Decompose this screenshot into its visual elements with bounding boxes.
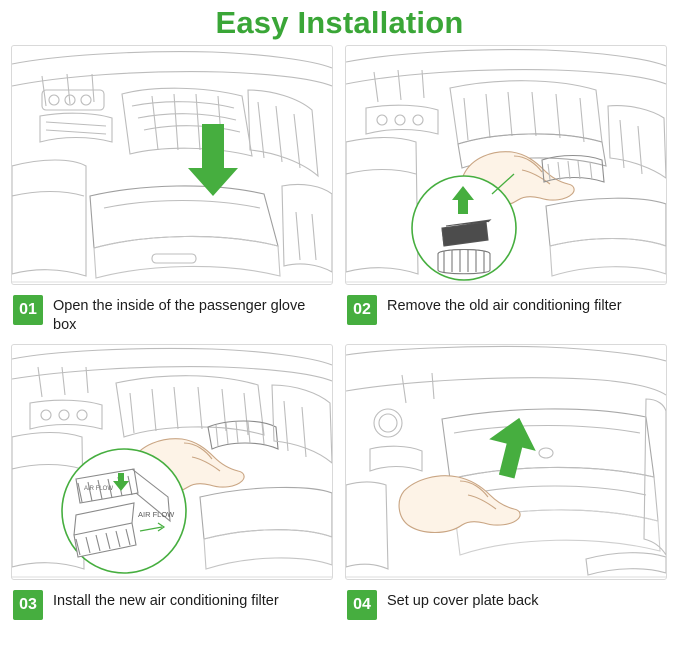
steps-grid: [0, 42, 679, 633]
step-02-caption: [345, 285, 667, 338]
step-04-text: Set up cover plate back: [387, 593, 539, 609]
step-card-03: [11, 344, 333, 633]
step-card-02: [345, 45, 667, 338]
page-title: Easy Installation: [215, 5, 464, 40]
step-02-number: 02: [347, 295, 377, 325]
step-04-illustration: [345, 344, 667, 580]
inset-airflow-label-2: AIR FLOW: [138, 510, 175, 519]
step-01-text: Open the inside of the passenger glove box: [53, 298, 306, 333]
step-02-text: Remove the old air conditioning filter: [387, 298, 622, 314]
step-02-illustration: [345, 45, 667, 285]
step-03-illustration: [11, 344, 333, 580]
step-card-04: [345, 344, 667, 633]
step-01-number: 01: [13, 295, 43, 325]
step-03-text: Install the new air conditioning filter: [53, 593, 279, 609]
step-01-caption: [11, 285, 333, 338]
inset-airflow-label-1: AIR FLOW: [84, 486, 114, 492]
step-01-illustration: [11, 45, 333, 285]
step-03-caption: [11, 580, 333, 633]
step-03-number: 03: [13, 590, 43, 620]
step-card-01: [11, 45, 333, 338]
step-04-number: 04: [347, 590, 377, 620]
step-04-caption: [345, 580, 667, 633]
